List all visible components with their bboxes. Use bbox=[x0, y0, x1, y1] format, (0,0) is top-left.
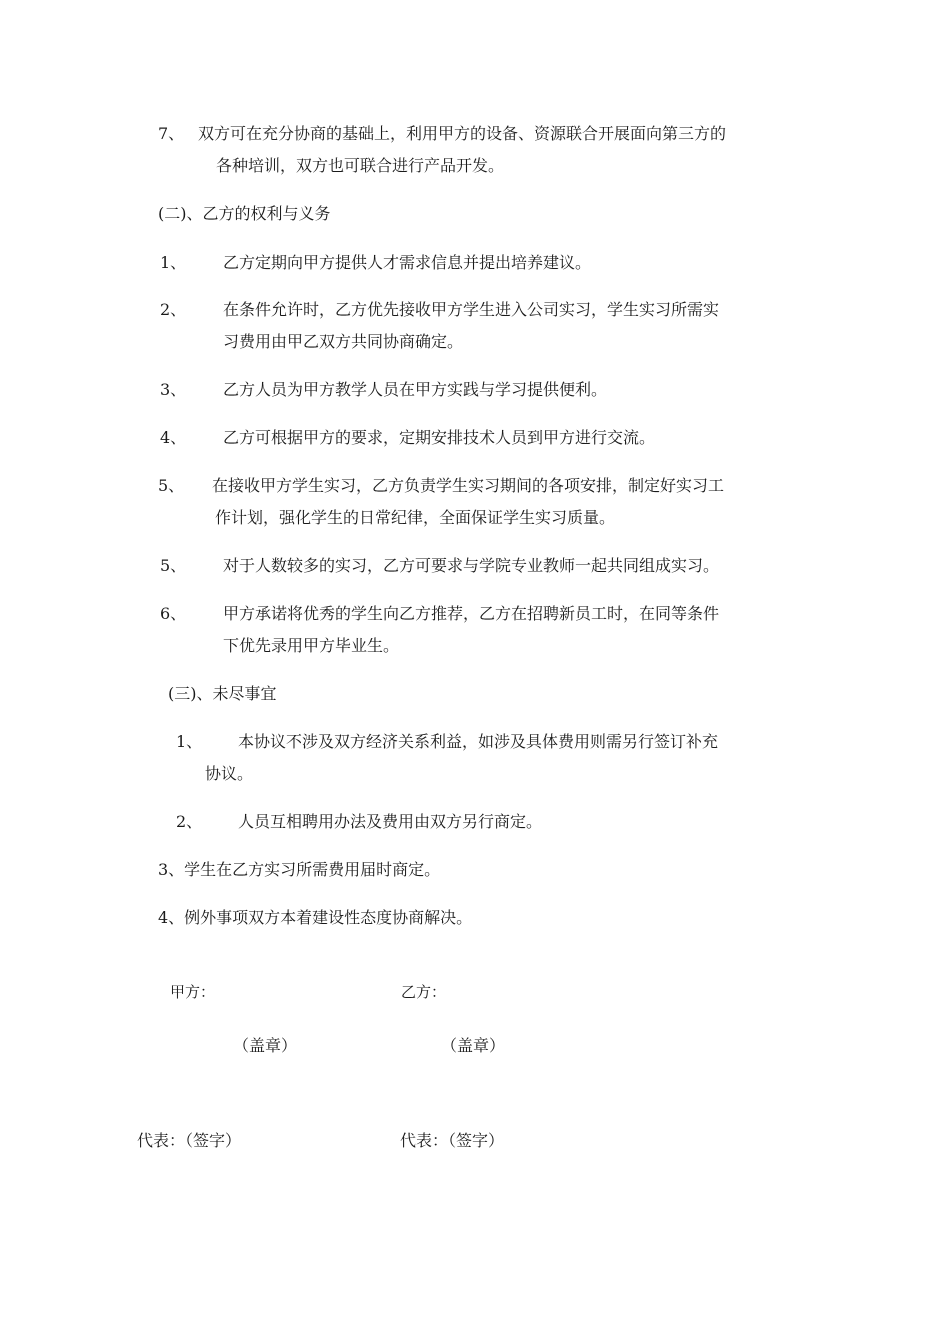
s3-item-1-number: 1、 bbox=[176, 732, 203, 751]
s2-item-2-line-1: 在条件允许时，乙方优先接收甲方学生进入公司实习，学生实习所需实 bbox=[223, 300, 720, 319]
party-a-label: 甲方： bbox=[170, 983, 216, 1001]
s3-item-2-line-1: 人员互相聘用办法及费用由双方另行商定。 bbox=[238, 812, 543, 831]
s2-item-4-line-1: 乙方可根据甲方的要求，定期安排技术人员到甲方进行交流。 bbox=[223, 428, 656, 447]
s2-item-5b-number: 5、 bbox=[160, 556, 187, 575]
item-7-line-1: 双方可在充分协商的基础上，利用甲方的设备、资源联合开展面向第三方的 bbox=[198, 124, 727, 143]
party-b-label: 乙方： bbox=[401, 983, 447, 1001]
s2-item-2-line-2: 习费用由甲乙双方共同协商确定。 bbox=[223, 332, 464, 351]
s2-item-3-number: 3、 bbox=[160, 380, 187, 399]
item-7-number: 7、 bbox=[158, 124, 185, 143]
s2-item-5b-line-1: 对于人数较多的实习，乙方可要求与学院专业教师一起共同组成实习。 bbox=[223, 556, 720, 575]
party-b-seal: （盖章） bbox=[441, 1036, 506, 1055]
s2-item-5-line-2: 作计划，强化学生的日常纪律，全面保证学生实习质量。 bbox=[215, 508, 616, 527]
s2-item-6-line-1: 甲方承诺将优秀的学生向乙方推荐，乙方在招聘新员工时，在同等条件 bbox=[223, 604, 720, 623]
s2-item-1-line-1: 乙方定期向甲方提供人才需求信息并提出培养建议。 bbox=[223, 253, 592, 272]
s2-item-1-number: 1、 bbox=[160, 253, 187, 272]
s2-item-5-number: 5、 bbox=[158, 476, 185, 495]
s3-item-2-number: 2、 bbox=[176, 812, 203, 831]
s3-item-4: 4、例外事项双方本着建设性态度协商解决。 bbox=[158, 908, 473, 927]
s3-item-1-line-1: 本协议不涉及双方经济关系利益，如涉及具体费用则需另行签订补充 bbox=[238, 732, 719, 751]
s2-item-3-line-1: 乙方人员为甲方教学人员在甲方实践与学习提供便利。 bbox=[223, 380, 608, 399]
s2-item-6-number: 6、 bbox=[160, 604, 187, 623]
section-two-heading: (二)、乙方的权利与义务 bbox=[158, 204, 331, 223]
s3-item-3: 3、学生在乙方实习所需费用届时商定。 bbox=[158, 860, 441, 879]
s2-item-4-number: 4、 bbox=[160, 428, 187, 447]
s2-item-6-line-2: 下优先录用甲方毕业生。 bbox=[223, 636, 400, 655]
party-a-representative: 代表：（签字） bbox=[137, 1131, 242, 1150]
section-three-heading: (三)、未尽事宜 bbox=[168, 684, 277, 703]
s2-item-5-line-1: 在接收甲方学生实习，乙方负责学生实习期间的各项安排，制定好实习工 bbox=[212, 476, 725, 495]
s2-item-2-number: 2、 bbox=[160, 300, 187, 319]
s3-item-1-line-2: 协议。 bbox=[205, 764, 254, 783]
party-a-seal: （盖章） bbox=[233, 1036, 298, 1055]
item-7-line-2: 各种培训，双方也可联合进行产品开发。 bbox=[216, 156, 505, 175]
party-b-representative: 代表：（签字） bbox=[400, 1131, 505, 1150]
